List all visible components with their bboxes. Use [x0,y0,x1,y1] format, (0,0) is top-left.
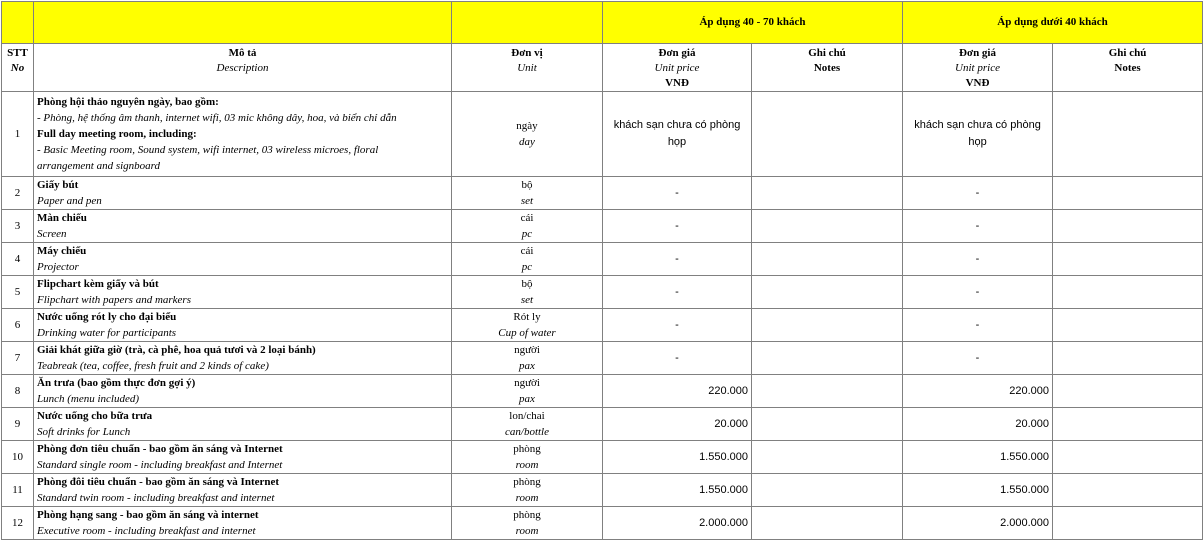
row-price-a: 2.000.000 [603,507,752,540]
row-unit: phòng room [452,474,603,507]
row-price-a: 220.000 [603,375,752,408]
row-notes-b [1053,441,1203,474]
row-notes-b [1053,375,1203,408]
row-unit: phòng room [452,507,603,540]
row-description: Phòng hạng sang - bao gồm ăn sáng và internet Executive room - including breakfast and internet [34,507,452,540]
row-notes-a [752,408,903,441]
row-unit: cái pc [452,243,603,276]
row-description: Giải khát giữa giờ (trà, cà phê, hoa quả tươi và 2 loại bánh) Teabreak (tea, coffee, fresh fruit and 2 kinds of cake) [34,342,452,375]
row-price-b: - [903,342,1053,375]
row-price-b: - [903,309,1053,342]
row-number: 6 [2,309,34,342]
row-number: 8 [2,375,34,408]
row-unit: người pax [452,375,603,408]
row-unit: lon/chai can/bottle [452,408,603,441]
row-notes-b [1053,210,1203,243]
table-row [2,375,1203,408]
row-notes-a [752,375,903,408]
row-price-a: 20.000 [603,408,752,441]
row-number: 9 [2,408,34,441]
row-price-a: - [603,342,752,375]
group-header-40-70: Áp dụng 40 - 70 khách [603,2,903,44]
header-stt: STT No [2,44,34,92]
row-price-a: khách sạn chưa có phòng họp [603,92,752,177]
row-notes-a [752,276,903,309]
header-notes-b: Ghi chú Notes [1053,44,1203,92]
row-notes-b [1053,243,1203,276]
row-description: Máy chiếu Projector [34,243,452,276]
blank-cell [2,2,34,44]
row-price-b: - [903,177,1053,210]
row-price-a: 1.550.000 [603,441,752,474]
table-row [2,309,1203,342]
row-price-a: - [603,177,752,210]
row-notes-a [752,309,903,342]
header-description: Mô tả Description [34,44,452,92]
row-number: 12 [2,507,34,540]
row-price-a: - [603,243,752,276]
row-number: 11 [2,474,34,507]
row-price-a: - [603,309,752,342]
row-notes-b [1053,276,1203,309]
row-notes-a [752,342,903,375]
table-row [2,177,1203,210]
row-number: 3 [2,210,34,243]
header-price-b: Đơn giá Unit price VNĐ [903,44,1053,92]
row-number: 10 [2,441,34,474]
row-notes-b [1053,177,1203,210]
row-notes-a [752,177,903,210]
row-notes-a [752,210,903,243]
table-row [2,92,1203,177]
row-number: 1 [2,92,34,177]
row-notes-b [1053,342,1203,375]
row-number: 7 [2,342,34,375]
table-row [2,210,1203,243]
row-price-b: - [903,210,1053,243]
row-number: 2 [2,177,34,210]
row-description: Phòng đơn tiêu chuẩn - bao gồm ăn sáng và Internet Standard single room - including breakfast and Internet [34,441,452,474]
row-description: Nước uống rót ly cho đại biểu Drinking water for participants [34,309,452,342]
table-rows [2,177,1203,540]
row-notes-b [1053,474,1203,507]
row-price-b: 20.000 [903,408,1053,441]
table-row [2,342,1203,375]
row-description: Giấy bút Paper and pen [34,177,452,210]
row-price-b: - [903,276,1053,309]
row-notes-b [1053,507,1203,540]
row-notes-a [752,441,903,474]
row-unit: phòng room [452,441,603,474]
row-unit: bộ set [452,276,603,309]
row-notes-a [752,507,903,540]
row-description: Màn chiếu Screen [34,210,452,243]
table-row [2,243,1203,276]
group-header-under-40: Áp dụng dưới 40 khách [903,2,1203,44]
row-description: Nước uống cho bữa trưa Soft drinks for Lunch [34,408,452,441]
blank-cell [452,2,603,44]
row-description: Flipchart kèm giấy và bút Flipchart with papers and markers [34,276,452,309]
row-description: Phòng hội thảo nguyên ngày, bao gồm: - Phòng, hệ thống âm thanh, internet wifi, 03 mic không dây, hoa, và biển chỉ dẫn Full day meeting room, including: - Basic Meeting room, Sound system, wifi internet, 03 wireless microes, floral arrangement and signboard [34,92,452,177]
row-price-b: 220.000 [903,375,1053,408]
row-price-b: 1.550.000 [903,474,1053,507]
price-table [1,1,1203,540]
table-row [2,474,1203,507]
row-price-a: - [603,276,752,309]
table-row [2,507,1203,540]
row-description: Ăn trưa (bao gồm thực đơn gợi ý) Lunch (menu included) [34,375,452,408]
row-number: 5 [2,276,34,309]
group-header-row [2,2,1203,44]
table-row [2,408,1203,441]
row-unit: ngày day [452,92,603,177]
header-notes-a: Ghi chú Notes [752,44,903,92]
row-price-a: 1.550.000 [603,474,752,507]
row-price-b: 2.000.000 [903,507,1053,540]
row-number: 4 [2,243,34,276]
row-notes-b [1053,309,1203,342]
row-price-b: khách sạn chưa có phòng họp [903,92,1053,177]
table-row [2,441,1203,474]
row-unit: cái pc [452,210,603,243]
row-notes-a [752,92,903,177]
table-row [2,276,1203,309]
row-unit: Rót ly Cup of water [452,309,603,342]
header-price-a: Đơn giá Unit price VNĐ [603,44,752,92]
header-unit: Đơn vị Unit [452,44,603,92]
row-description: Phòng đôi tiêu chuẩn - bao gồm ăn sáng và Internet Standard twin room - including breakfast and internet [34,474,452,507]
row-unit: người pax [452,342,603,375]
blank-cell [34,2,452,44]
row-notes-a [752,243,903,276]
row-notes-b [1053,92,1203,177]
column-header-row [2,44,1203,92]
row-price-b: - [903,243,1053,276]
row-notes-a [752,474,903,507]
row-unit: bộ set [452,177,603,210]
row-price-b: 1.550.000 [903,441,1053,474]
row-price-a: - [603,210,752,243]
row-notes-b [1053,408,1203,441]
